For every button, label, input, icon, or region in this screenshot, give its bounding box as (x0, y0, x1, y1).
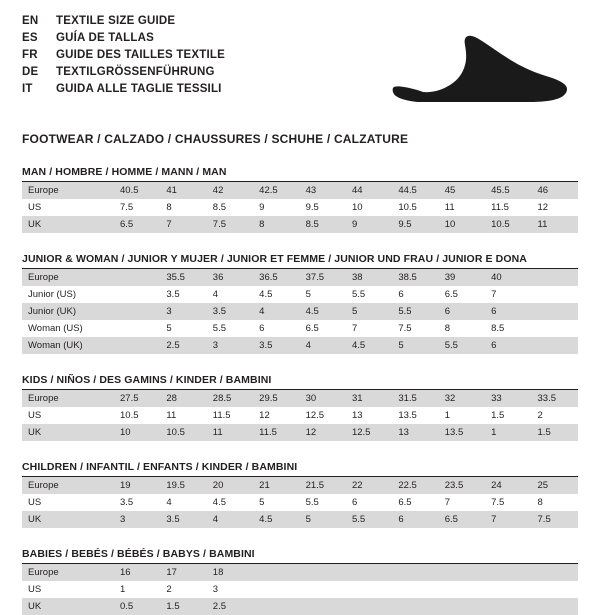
size-cell (532, 286, 578, 303)
size-cell: 8 (439, 320, 485, 337)
size-group (22, 166, 578, 233)
row-label: Woman (US) (22, 320, 114, 337)
size-cell: 11 (532, 216, 578, 233)
size-cell: 4 (300, 337, 346, 354)
size-cell: 10 (114, 424, 160, 441)
size-cell: 2.5 (160, 337, 206, 354)
size-cell: 4.5 (346, 337, 392, 354)
table-row (22, 286, 578, 303)
size-cell: 22 (346, 477, 392, 494)
row-label: US (22, 407, 114, 424)
size-cell: 28.5 (207, 390, 253, 407)
size-cell: 1 (485, 424, 531, 441)
size-cell (114, 269, 160, 286)
size-group-title: KIDS / NIÑOS / DES GAMINS / KINDER / BAMBINI (22, 374, 578, 390)
size-cell: 5.5 (392, 303, 438, 320)
size-cell: 3 (207, 337, 253, 354)
size-table (22, 564, 578, 615)
table-row (22, 598, 578, 615)
size-cell: 1 (114, 581, 160, 598)
size-cell (532, 337, 578, 354)
size-cell (392, 598, 438, 615)
size-cell: 5 (300, 286, 346, 303)
size-table (22, 390, 578, 441)
size-cell: 6.5 (392, 494, 438, 511)
size-cell (346, 598, 392, 615)
size-cell: 31.5 (392, 390, 438, 407)
size-cell: 29.5 (253, 390, 299, 407)
language-title-fr: GUIDE DES TAILLES TEXTILE (56, 49, 225, 61)
row-label: Europe (22, 390, 114, 407)
size-cell: 6 (439, 303, 485, 320)
size-cell: 7.5 (532, 511, 578, 528)
size-cell: 5.5 (439, 337, 485, 354)
size-cell: 1.5 (160, 598, 206, 615)
size-cell: 8 (532, 494, 578, 511)
size-table (22, 477, 578, 528)
size-cell: 4 (207, 511, 253, 528)
size-cell: 19.5 (160, 477, 206, 494)
size-cell: 45.5 (485, 182, 531, 199)
size-cell: 33 (485, 390, 531, 407)
size-cell: 20 (207, 477, 253, 494)
size-cell: 22.5 (392, 477, 438, 494)
size-cell: 8 (160, 199, 206, 216)
size-cell (439, 598, 485, 615)
size-cell: 12.5 (346, 424, 392, 441)
size-cell: 10.5 (114, 407, 160, 424)
row-label: UK (22, 216, 114, 233)
size-cell (392, 564, 438, 581)
size-cell: 6 (485, 303, 531, 320)
language-code-es: ES (22, 32, 38, 44)
size-cell: 31 (346, 390, 392, 407)
language-code-de: DE (22, 66, 39, 78)
size-cell: 21 (253, 477, 299, 494)
size-cell: 5.5 (346, 286, 392, 303)
size-cell: 3.5 (207, 303, 253, 320)
size-cell: 3 (114, 511, 160, 528)
table-row (22, 477, 578, 494)
dress-shoe-icon (390, 32, 570, 118)
size-cell: 44.5 (392, 182, 438, 199)
table-row (22, 337, 578, 354)
size-cell: 10.5 (392, 199, 438, 216)
row-label: Europe (22, 564, 114, 581)
size-cell (300, 598, 346, 615)
size-cell: 0.5 (114, 598, 160, 615)
size-cell: 4 (253, 303, 299, 320)
size-cell (300, 564, 346, 581)
size-cell (114, 286, 160, 303)
size-cell: 13 (392, 424, 438, 441)
size-cell (346, 581, 392, 598)
size-cell: 9 (253, 199, 299, 216)
size-cell (485, 598, 531, 615)
size-cell (114, 303, 160, 320)
size-cell: 12 (532, 199, 578, 216)
size-cell: 4.5 (207, 494, 253, 511)
size-cell: 7 (346, 320, 392, 337)
size-group-title: MAN / HOMBRE / HOMME / MANN / MAN (22, 166, 578, 182)
size-cell: 9.5 (300, 199, 346, 216)
size-cell: 5 (392, 337, 438, 354)
size-cell: 2 (160, 581, 206, 598)
size-cell (114, 337, 160, 354)
size-cell: 7 (485, 511, 531, 528)
size-cell: 10 (439, 216, 485, 233)
size-cell: 38.5 (392, 269, 438, 286)
table-row (22, 581, 578, 598)
size-cell (114, 320, 160, 337)
table-row (22, 564, 578, 581)
row-label: US (22, 494, 114, 511)
size-cell: 11 (160, 407, 206, 424)
size-cell: 7 (485, 286, 531, 303)
size-cell (253, 581, 299, 598)
size-cell (532, 581, 578, 598)
language-title-it: GUIDA ALLE TAGLIE TESSILI (56, 83, 222, 95)
size-cell: 2 (532, 407, 578, 424)
size-cell (532, 564, 578, 581)
size-cell: 11.5 (485, 199, 531, 216)
size-cell: 6.5 (439, 511, 485, 528)
size-cell (485, 564, 531, 581)
size-cell: 7.5 (207, 216, 253, 233)
size-cell (532, 320, 578, 337)
size-cell: 8.5 (485, 320, 531, 337)
size-cell: 35.5 (160, 269, 206, 286)
row-label: UK (22, 598, 114, 615)
size-cell: 37.5 (300, 269, 346, 286)
size-cell: 5 (160, 320, 206, 337)
table-row (22, 269, 578, 286)
size-cell: 11.5 (253, 424, 299, 441)
size-cell: 7.5 (114, 199, 160, 216)
size-group (22, 253, 578, 354)
footwear-section-title: FOOTWEAR / CALZADO / CHAUSSURES / SCHUHE / CALZATURE (22, 132, 409, 146)
size-cell: 45 (439, 182, 485, 199)
table-row (22, 199, 578, 216)
size-cell: 4.5 (300, 303, 346, 320)
language-title-de: TEXTILGRÖSSENFÜHRUNG (56, 66, 215, 78)
document-header (22, 14, 578, 118)
row-label: UK (22, 424, 114, 441)
size-cell: 24 (485, 477, 531, 494)
size-cell: 40.5 (114, 182, 160, 199)
size-cell: 32 (439, 390, 485, 407)
size-cell: 11 (439, 199, 485, 216)
size-cell: 4.5 (253, 511, 299, 528)
size-cell: 11 (207, 424, 253, 441)
size-cell: 7.5 (392, 320, 438, 337)
table-row (22, 320, 578, 337)
size-cell: 3 (160, 303, 206, 320)
size-group (22, 374, 578, 441)
size-cell: 13.5 (439, 424, 485, 441)
size-cell (253, 598, 299, 615)
size-cell: 10.5 (485, 216, 531, 233)
row-label: Junior (US) (22, 286, 114, 303)
size-cell (439, 564, 485, 581)
size-cell: 43 (300, 182, 346, 199)
size-cell: 5 (253, 494, 299, 511)
row-label: Junior (UK) (22, 303, 114, 320)
size-cell: 13.5 (392, 407, 438, 424)
size-cell (392, 581, 438, 598)
size-table (22, 269, 578, 354)
size-cell: 5.5 (346, 511, 392, 528)
size-cell: 36.5 (253, 269, 299, 286)
size-group (22, 461, 578, 528)
table-row (22, 494, 578, 511)
size-cell: 12 (300, 424, 346, 441)
row-label: UK (22, 511, 114, 528)
size-cell: 42 (207, 182, 253, 199)
size-cell: 5 (346, 303, 392, 320)
size-cell: 4 (207, 286, 253, 303)
row-label: Woman (UK) (22, 337, 114, 354)
language-list (22, 14, 225, 97)
size-group (22, 548, 578, 615)
size-cell: 38 (346, 269, 392, 286)
size-cell: 12.5 (300, 407, 346, 424)
size-cell (485, 581, 531, 598)
size-cell: 16 (114, 564, 160, 581)
size-cell: 6 (253, 320, 299, 337)
size-group-title: BABIES / BEBÉS / BÉBÉS / BABYS / BAMBINI (22, 548, 578, 564)
size-cell: 44 (346, 182, 392, 199)
size-cell: 23.5 (439, 477, 485, 494)
size-cell: 2.5 (207, 598, 253, 615)
size-cell: 18 (207, 564, 253, 581)
size-cell: 6 (346, 494, 392, 511)
language-code-en: EN (22, 15, 39, 27)
size-cell: 19 (114, 477, 160, 494)
size-cell: 21.5 (300, 477, 346, 494)
table-row (22, 303, 578, 320)
size-cell: 1.5 (532, 424, 578, 441)
size-cell: 7 (439, 494, 485, 511)
size-cell (532, 269, 578, 286)
size-cell: 7.5 (485, 494, 531, 511)
table-row (22, 390, 578, 407)
size-cell: 5 (300, 511, 346, 528)
size-cell (300, 581, 346, 598)
size-cell: 42.5 (253, 182, 299, 199)
size-cell: 7 (160, 216, 206, 233)
size-table (22, 182, 578, 233)
size-cell: 9 (346, 216, 392, 233)
size-cell (346, 564, 392, 581)
size-cell: 46 (532, 182, 578, 199)
row-label: US (22, 581, 114, 598)
size-cell: 6.5 (439, 286, 485, 303)
size-cell: 40 (485, 269, 531, 286)
size-cell: 3.5 (160, 286, 206, 303)
table-row (22, 407, 578, 424)
size-cell: 5.5 (300, 494, 346, 511)
size-cell (532, 303, 578, 320)
size-cell: 8.5 (300, 216, 346, 233)
size-cell: 25 (532, 477, 578, 494)
size-cell: 33.5 (532, 390, 578, 407)
size-cell: 3.5 (114, 494, 160, 511)
size-group-title: CHILDREN / INFANTIL / ENFANTS / KINDER / BAMBINI (22, 461, 578, 477)
size-cell: 4 (160, 494, 206, 511)
size-cell: 8 (253, 216, 299, 233)
size-cell: 36 (207, 269, 253, 286)
size-cell: 5.5 (207, 320, 253, 337)
size-group-title: JUNIOR & WOMAN / JUNIOR Y MUJER / JUNIOR ET FEMME / JUNIOR UND FRAU / JUNIOR E DONA (22, 253, 578, 269)
size-cell: 3.5 (253, 337, 299, 354)
size-cell: 11.5 (207, 407, 253, 424)
size-cell (253, 564, 299, 581)
row-label: Europe (22, 269, 114, 286)
size-tables-container (22, 166, 578, 615)
size-cell: 1 (439, 407, 485, 424)
size-cell: 9.5 (392, 216, 438, 233)
size-cell: 17 (160, 564, 206, 581)
size-cell: 28 (160, 390, 206, 407)
size-cell: 6 (392, 286, 438, 303)
row-label: Europe (22, 182, 114, 199)
size-cell: 30 (300, 390, 346, 407)
table-row (22, 424, 578, 441)
size-cell: 39 (439, 269, 485, 286)
language-code-fr: FR (22, 49, 38, 61)
size-cell: 6 (485, 337, 531, 354)
size-cell: 1.5 (485, 407, 531, 424)
size-cell: 27.5 (114, 390, 160, 407)
size-cell: 6.5 (300, 320, 346, 337)
row-label: US (22, 199, 114, 216)
size-cell: 6.5 (114, 216, 160, 233)
size-cell: 3.5 (160, 511, 206, 528)
size-cell: 10.5 (160, 424, 206, 441)
language-title-es: GUÍA DE TALLAS (56, 32, 154, 44)
size-cell: 3 (207, 581, 253, 598)
table-row (22, 182, 578, 199)
size-cell (439, 581, 485, 598)
table-row (22, 511, 578, 528)
table-row (22, 216, 578, 233)
size-cell (532, 598, 578, 615)
size-cell: 12 (253, 407, 299, 424)
size-cell: 6 (392, 511, 438, 528)
size-cell: 10 (346, 199, 392, 216)
language-code-it: IT (22, 83, 33, 95)
size-cell: 8.5 (207, 199, 253, 216)
size-cell: 13 (346, 407, 392, 424)
row-label: Europe (22, 477, 114, 494)
language-title-en: TEXTILE SIZE GUIDE (56, 15, 176, 27)
size-cell: 41 (160, 182, 206, 199)
size-cell: 4.5 (253, 286, 299, 303)
